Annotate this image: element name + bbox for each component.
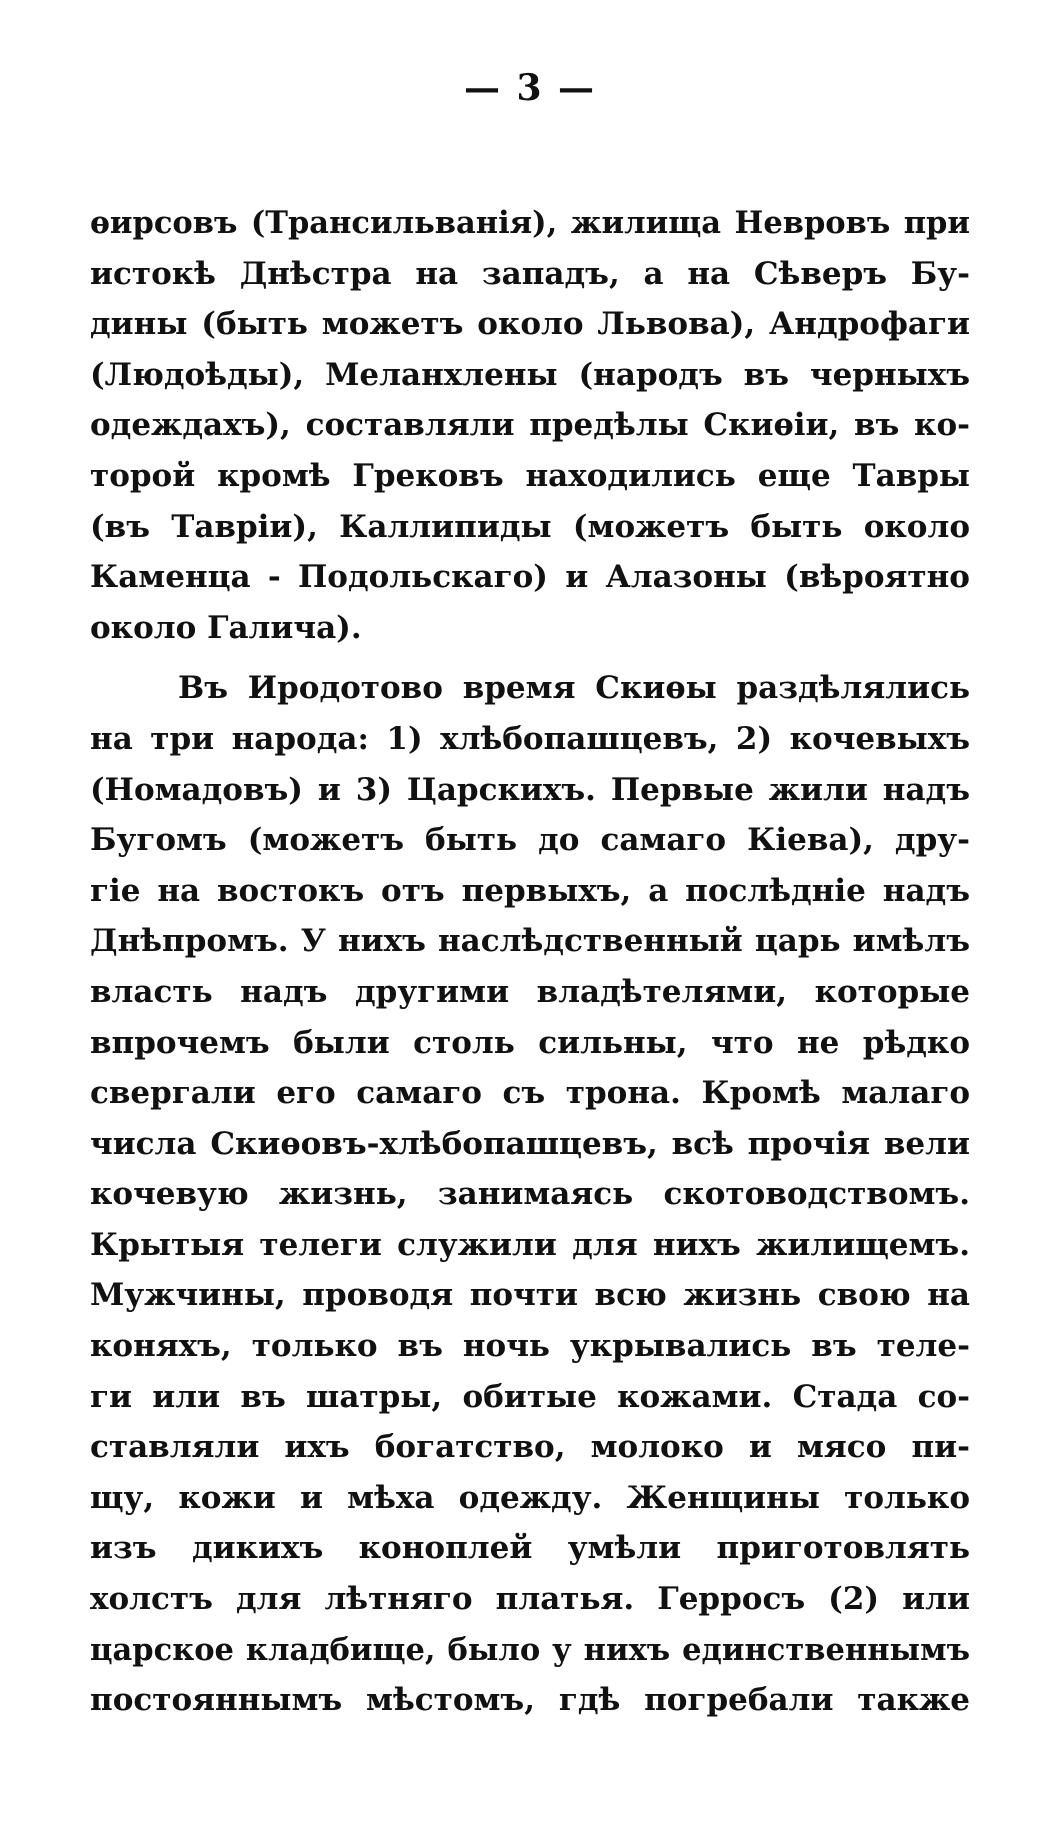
text-line: истокѣ Днѣстра на западъ, а на Сѣверъ Бу- [90,255,970,292]
text-line: Въ Иродотово время Скиѳы раздѣлялись [178,670,970,707]
page-number: — 3 — [463,67,597,109]
text-line: ѳирсовъ (Трансильванія), жилища Невровъ при [90,205,970,241]
text-line: числа Скиѳовъ-хлѣбопашцевъ, всѣ прочія вели [90,1125,970,1162]
paragraph-1 [90,198,970,653]
text-line: (Номадовъ) и 3) Царскихъ. Первые жили надъ [90,771,970,808]
text-line: Бугомъ (можетъ быть до самаго Кіева), дру- [90,822,970,859]
text-line: дины (быть можетъ около Львова), Андрофаги [90,306,970,343]
text-line: около Галича). [90,609,362,646]
text-line: Каменца - Подольскаго) и Алазоны (вѣроятно [90,559,970,596]
text-line: (въ Тавріи), Каллипиды (можетъ быть около [90,508,970,545]
text-line: ги или въ шатры, обитые кожами. Стада со- [90,1378,970,1415]
text-line: власть надъ другими владѣтелями, которые [90,973,970,1010]
book-page [90,60,970,1726]
text-line: постояннымъ мѣстомъ, гдѣ погребали также [90,1682,970,1719]
text-line: одеждахъ), составляли предѣлы Скиѳіи, въ ко- [90,407,970,444]
text-line: свергали его самаго съ трона. Кромѣ малаго [90,1075,970,1112]
text-line: Днѣпромъ. У нихъ наслѣдственный царь имѣлъ [90,923,970,960]
text-line: на три народа: 1) хлѣбопашцевъ, 2) кочевыхъ [90,720,970,757]
text-line: ставляли ихъ богатство, молоко и мясо пи- [90,1429,970,1466]
text-line: коняхъ, только въ ночь укрывались въ теле- [90,1328,970,1365]
text-line: Крытыя телеги служили для нихъ жилищемъ. [90,1226,970,1263]
text-line: (Людоѣды), Меланхлены (народъ въ черныхъ [90,356,970,393]
text-line: гіе на востокъ отъ первыхъ, а послѣдніе надъ [90,872,970,909]
text-line: впрочемъ были столь сильны, что не рѣдко [90,1024,970,1061]
text-line: щу, кожи и мѣха одежду. Женщины только [90,1479,970,1516]
paragraph-2 [90,663,970,1725]
text-line: изъ дикихъ коноплей умѣли приготовлять [90,1530,970,1567]
text-line: холстъ для лѣтняго платья. Герросъ (2) или [90,1581,970,1618]
text-line: царское кладбище, было у нихъ единственнымъ [90,1631,970,1668]
text-line: торой кромѣ Грековъ находились еще Тавры [90,457,970,494]
text-line: Мужчины, проводя почти всю жизнь свою на [90,1277,970,1314]
text-line: кочевую жизнь, занимаясь скотоводствомъ. [90,1176,970,1213]
